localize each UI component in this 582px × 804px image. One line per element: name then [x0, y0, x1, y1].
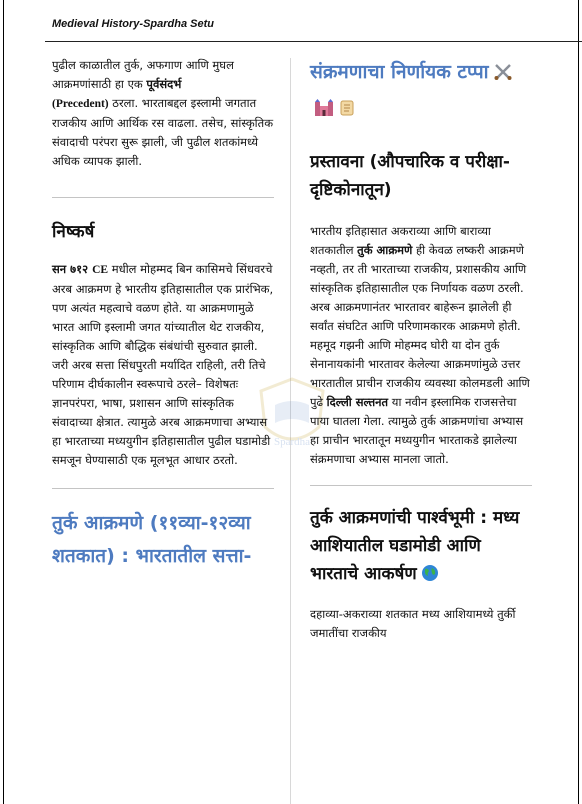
intro-continuation-paragraph — [52, 56, 274, 171]
introduction-heading: प्रस्तावना (औपचारिक व परीक्षा-दृष्टिकोनातून) — [310, 152, 510, 200]
intro-text-end: ठरला. भारताबद्दल इस्लामी जगतात राजकीय आणि आर्थिक रस वाढला. तसेच, सांस्कृतिक संवादाची परंपरा सुरू झाली, जी पुढील शतकांमध्ये अधिक व्यापक झाली. — [52, 96, 274, 168]
background-paragraph: दहाव्या-अकराव्या शतकात मध्य आशियामध्ये तुर्की जमातींचा राजकीय — [310, 607, 516, 640]
transition-section-heading — [310, 56, 532, 128]
section-rule — [52, 197, 274, 198]
intro-text: भारतीय इतिहासात अकराव्या आणि बाराव्या शतकातील — [310, 224, 491, 257]
watermark-text: Spardha — [273, 436, 311, 448]
running-header: Medieval History-Spardha Setu — [52, 18, 214, 30]
page-border-right — [578, 0, 579, 804]
precedent-english-term: (Precedent) — [52, 98, 109, 110]
section-rule — [52, 488, 274, 489]
column-divider — [290, 58, 291, 804]
conclusion-heading: निष्कर्ष — [52, 222, 95, 242]
conclusion-lead: सन ७१२ — [52, 262, 93, 276]
background-heading-text: तुर्क आक्रमणांची पार्श्वभूमी : मध्य आशियातील घडामोडी आणि भारताचे आकर्षण — [310, 508, 520, 584]
globe-icon — [421, 563, 439, 591]
header-rule — [45, 41, 582, 42]
intro-text-mid: ही केवळ लष्करी आक्रमणे नव्हती, तर ती भारताच्या राजकीय, प्रशासकीय आणि सांस्कृतिक इतिहासातील एक निर्णायक वळण ठरली. अरब आक्रमणानंतर भारतावर बाहेरून झालेली ही सर्वांत संघटित आणि परिणामकारक आक्रमणे होती. महमूद गझनी आणि मोहम्मद घोरी या दोन तुर्क सेनानायकांनी भारतावर केलेल्या आक्रमणांमुळे उत्तर भारतातील प्राचीन राजकीय व्यवस्था कोलमडली आणि पुढे — [310, 243, 530, 409]
conclusion-body: मधील मोहम्मद बिन कासिमचे सिंधवरचे अरब आक्रमण हे भारतीय इतिहासातील एक प्रारंभिक, पण अत्यंत महत्वाचे वळण होते. या आक्रमणामुळे भारत आणि इस्लामी जगत यांच्यातील थेट राजकीय, सांस्कृतिक आणि बौद्धिक संबंधांची सुरुवात झाली. जरी अरब सत्ता सिंधपुरती मर्यादित राहिली, तरी तिचे परिणाम दीर्घकालीन स्वरूपाचे ठरले– विशेषतः ज्ञानपरंपरा, भाषा, प्रशासन आणि सांस्कृतिक संवादाच्या क्षेत्रात. त्यामुळे अरब आक्रमणाचा अभ्यास हा भारताच्या मध्ययुगीन इतिहासातील पुढील घडामोडी समजून घेण्यासाठी एक मूलभूत आधार ठरतो. — [52, 262, 274, 467]
conclusion-era: CE — [92, 264, 109, 276]
background-heading — [310, 504, 532, 591]
transition-heading-text: संक्रमणाचा निर्णायक टप्पा — [310, 61, 489, 83]
delhi-sultanate-term: दिल्ली सल्तनत — [326, 395, 389, 409]
precedent-term: पूर्वसंदर्भ — [146, 77, 182, 91]
introduction-paragraph — [310, 222, 532, 469]
page-border-left — [3, 0, 4, 804]
section-rule — [310, 485, 532, 486]
crossed-swords-icon — [493, 59, 513, 92]
conclusion-paragraph — [52, 260, 274, 470]
turk-invasions-term: तुर्क आक्रमणे — [357, 243, 413, 257]
scroll-icon — [338, 95, 356, 128]
right-column — [310, 56, 532, 643]
intro-text: पुढील काळातील तुर्क, अफगाण आणि मुघल आक्रमणांसाठी हा एक — [52, 58, 234, 91]
left-column — [52, 56, 274, 573]
intro-text-end: या नवीन इस्लामिक राजसत्तेचा पाया घातला गेला. त्यामुळे तुर्क आक्रमणांचा अभ्यास हा प्राचीन भारतातून मध्ययुगीन भारताकडे झालेल्या संक्रमणाचा अभ्यास मानला जातो. — [310, 395, 524, 466]
castle-icon — [314, 95, 334, 128]
turk-invasions-heading: तुर्क आक्रमणे (११व्या-१२व्या शतकात) : भारतातील सत्ता- — [52, 512, 252, 567]
